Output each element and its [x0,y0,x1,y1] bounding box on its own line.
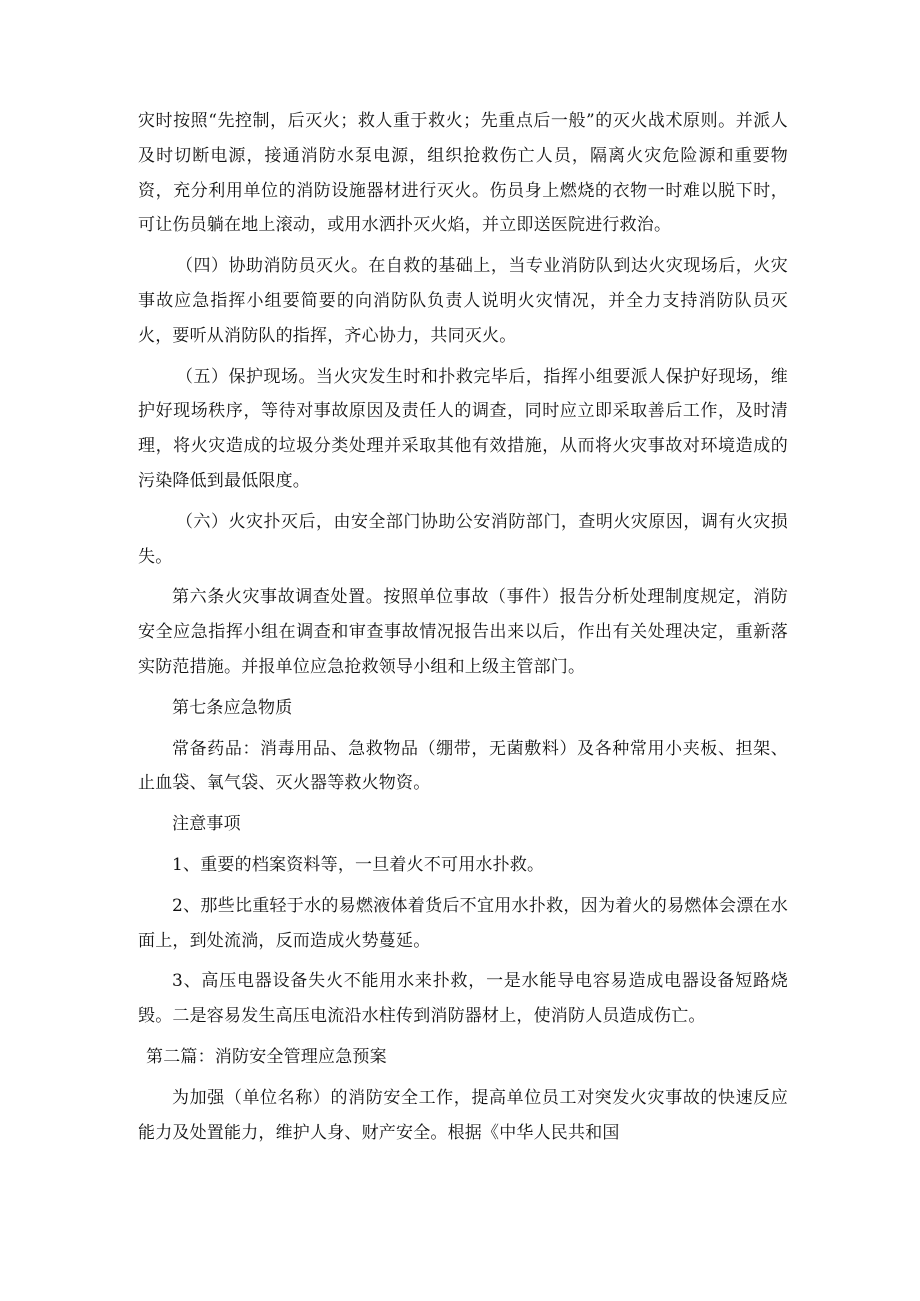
document-body [138,104,788,1150]
paragraph-article-six: 第六条火灾事故调查处置。按照单位事故（事件）报告分析处理制度规定，消防安全应急指挥小组在调查和审查事故情况报告出来以后，作出有关处理决定，重新落实防范措施。并报单位应急抢救领导小组和上级主管部门。 [138,587,788,677]
paragraph-medical-supplies: 常备药品：消毒用品、急救物品（绷带，无菌敷料）及各种常用小夹板、担架、止血袋、氧气袋、灭火器等救火物资。 [138,738,788,794]
note-item-1: 1、重要的档案资料等，一旦着火不可用水扑救。 [172,854,545,875]
paragraph-after-extinguish: （六）火灾扑灭后，由安全部门协助公安消防部门，查明火灾原因，调有火灾损失。 [138,511,788,567]
heading-notes: 注意事项 [172,814,241,835]
paragraph-fire-tactics: 灾时按照“先控制，后灭火；救人重于救火；先重点后一般”的灭火战术原则。并派人及时切断电源，接通消防水泵电源，组织抢救伤亡人员，隔离火灾危险源和重要物资，充分利用单位的消防设施器材进行灭火。伤员身上燃烧的衣物一时难以脱下时，可让伤员躺在地上滚动，或用水洒扑灭火焰，并立即送医院进行救治。 [138,111,788,236]
note-item-3: 3、高压电器设备失火不能用水来扑救，一是水能导电容易造成电器设备短路烧毁。二是容易发生高压电流沿水柱传到消防器材上，使消防人员造成伤亡。 [138,971,788,1027]
section-title-part-two: 第二篇：消防安全管理应急预案 [146,1046,387,1067]
heading-article-seven: 第七条应急物质 [172,697,293,718]
paragraph-part-two-intro: 为加强（单位名称）的消防安全工作，提高单位员工对突发火灾事故的快速反应能力及处置能力，维护人身、财产安全。根据《中华人民共和国 [138,1087,788,1143]
paragraph-protect-scene: （五）保护现场。当火灾发生时和扑救完毕后，指挥小组要派人保护好现场，维护好现场秩序，等待对事故原因及责任人的调查，同时应立即采取善后工作，及时清理，将火灾造成的垃圾分类处理并采取其他有效措施，从而将火灾事故对环境造成的污染降低到最低限度。 [138,366,788,491]
paragraph-assist-firefighters: （四）协助消防员灭火。在自救的基础上，当专业消防队到达火灾现场后，火灾事故应急指挥小组要简要的向消防队负责人说明火灾情况，并全力支持消防队员灭火，要听从消防队的指挥，齐心协力，共同灭火。 [138,256,788,346]
note-item-2: 2、那些比重轻于水的易燃液体着货后不宜用水扑救，因为着火的易燃体会漂在水面上，到处流淌，反而造成火势蔓延。 [138,895,788,951]
